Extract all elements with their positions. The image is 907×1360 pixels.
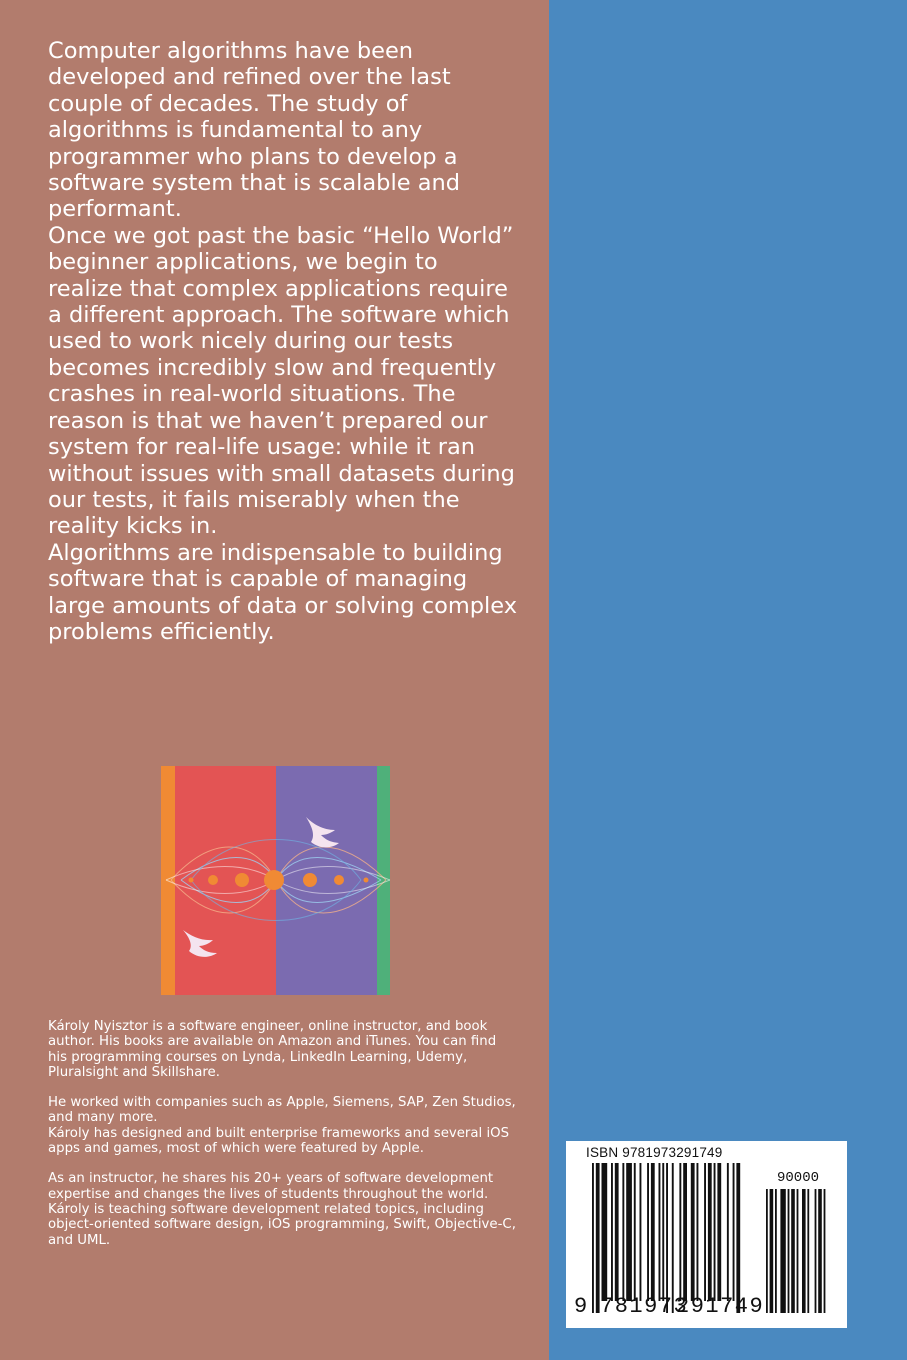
isbn-barcode	[566, 1141, 847, 1328]
ean-left-digits: 781973	[600, 1294, 689, 1319]
blurb-paragraph: Once we got past the basic “Hello World” beginner applications, we begin to realize that complex applications require a different approach. The software which used to work nicely during our tests becomes incredibly slow and frequently crashes in real-world situations. The reason is that we haven’t prepared our system for real-life usage: while it ran without issues with small datasets during our tests, it fails miserably when the reality kicks in.	[48, 222, 515, 540]
book-logo	[161, 766, 390, 995]
logo-purple-block	[276, 766, 377, 995]
blurb-paragraph: Algorithms are indispensable to building software that is capable of managing large amounts of data or solving complex problems efficiently.	[48, 539, 518, 645]
price-code: 90000	[777, 1170, 820, 1186]
blurb-paragraph: Computer algorithms have been developed and refined over the last couple of decades. The study of algorithms is fundamental to any programmer who plans to develop a software system that is scalable and performant.	[48, 38, 461, 223]
bio-paragraph: He worked with companies such as Apple, Siemens, SAP, Zen Studios, and many more.	[48, 1095, 516, 1126]
book-blurb	[48, 38, 518, 645]
ean-first-digit: 9	[574, 1294, 588, 1319]
bio-paragraph: Károly Nyisztor is a software engineer, online instructor, and book author. His books are available on Amazon and iTunes. You can find his programming courses on Lynda, LinkedIn Learning, Udemy, Pluralsight and Skillshare.	[48, 1019, 497, 1080]
author-bio	[48, 1019, 518, 1248]
bio-paragraph: As an instructor, he shares his 20+ years of software development expertise and changes the lives of students throughout the world.	[48, 1171, 494, 1202]
bio-paragraph: Károly has designed and built enterprise frameworks and several iOS apps and games, most of which were featured by Apple.	[48, 1125, 510, 1157]
bio-paragraph: Károly is teaching software development related topics, including object-oriented software design, iOS programming, Swift, Objective-C, and UML.	[48, 1201, 516, 1248]
ean-right-digits: 291749	[676, 1294, 765, 1319]
logo-graphic	[161, 766, 390, 995]
isbn-label: ISBN 9781973291749	[586, 1145, 723, 1160]
